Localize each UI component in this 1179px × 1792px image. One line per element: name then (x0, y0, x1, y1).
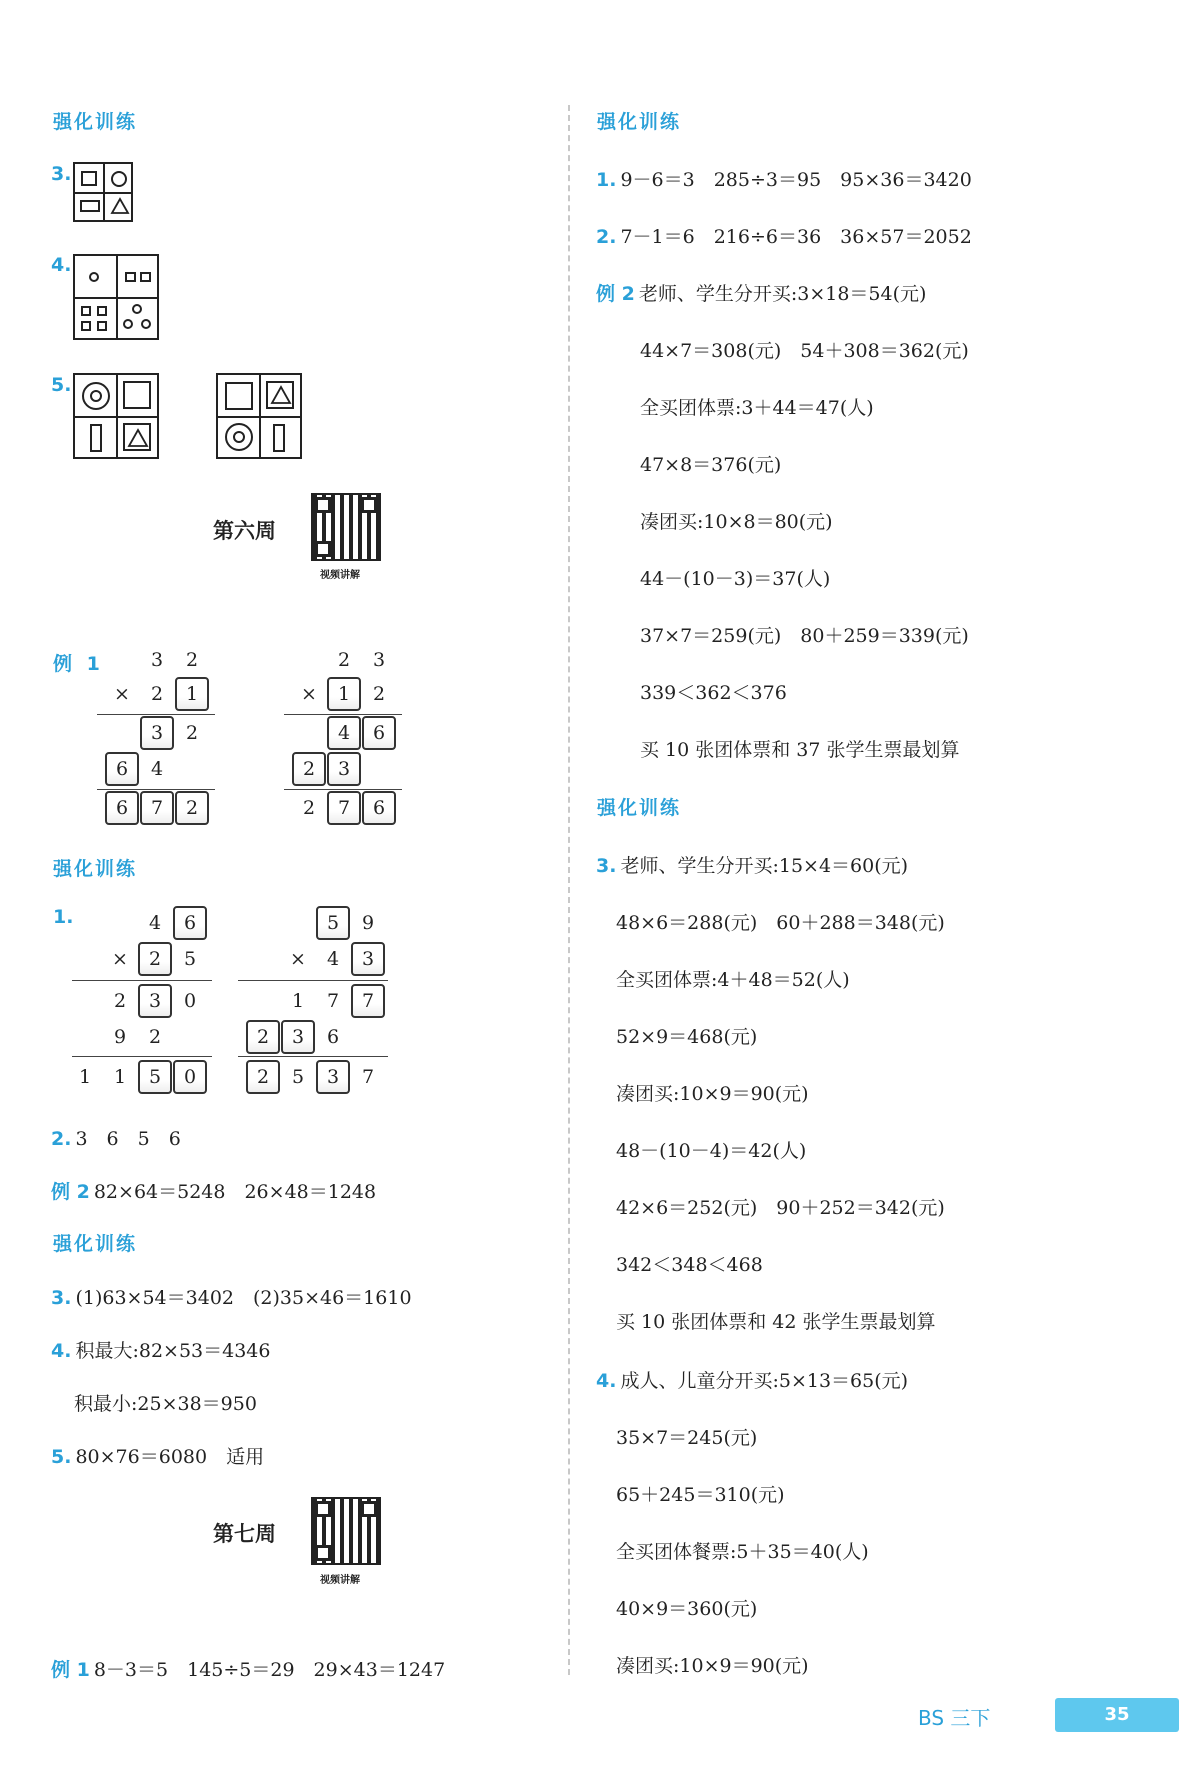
square-shape (125, 272, 136, 282)
answer-line: 3. (1)63×54＝3402 (2)35×46＝1610 (51, 1287, 412, 1309)
circle-shape (233, 431, 245, 443)
section-heading: 强化训练 (597, 797, 682, 819)
rectangle-shape (90, 424, 102, 452)
section-heading: 强化训练 (53, 1233, 138, 1255)
square-shape (123, 381, 151, 409)
column-divider (568, 105, 570, 1675)
square-shape (140, 272, 151, 282)
circle-shape (132, 304, 142, 314)
answer-line: 5. 80×76＝6080 适用 (51, 1446, 265, 1468)
shape-grid-q3 (73, 162, 133, 222)
answer-line: 积最小:25×38＝950 (74, 1393, 257, 1415)
circle-shape (90, 390, 102, 402)
square-shape (81, 306, 91, 316)
answer-line: 3. 老师、学生分开买:15×4＝60(元) (596, 855, 909, 877)
circle-shape (111, 171, 127, 187)
rectangle-shape (80, 200, 100, 212)
circle-shape (123, 319, 133, 329)
vertical-multiplication-c: 4 6 × 2 5 2 3 0 9 2 1 1 5 0 (68, 906, 218, 1096)
question-number: 3. (51, 163, 72, 185)
qr-code-icon[interactable] (311, 1497, 381, 1565)
question-3-steps: 48×6＝288(元) 60＋288＝348(元) 全买团体票:4＋48＝52(人) 52×9＝468(元) 凑团买:10×9＝90(元) 48－(10－4)＝42(人) 42×6＝252(元) 90＋252＝342(元) 342＜348＜468 买 10 张团体票和 42 张学生票最划算 (616, 912, 945, 1333)
shape-grid-q5-a (73, 373, 159, 459)
vertical-multiplication-a: 3 2 × 2 1 3 2 6 4 6 7 2 (95, 643, 225, 828)
square-shape (97, 321, 107, 331)
answer-line: 2. 7－1＝6 216÷6＝36 36×57＝2052 (596, 226, 972, 248)
triangle-shape (270, 385, 292, 405)
qr-caption: 视频讲解 (320, 1575, 360, 1586)
section-heading: 强化训练 (53, 858, 138, 880)
question-number: 1. (53, 906, 74, 928)
example-label: 例 1 (53, 653, 104, 675)
square-shape (81, 171, 97, 186)
square-shape (225, 382, 253, 410)
answer-line: 例 2 老师、学生分开买:3×18＝54(元) (596, 283, 927, 305)
shape-grid-q4 (73, 254, 159, 340)
vertical-multiplication-d: 5 9 × 4 3 1 7 7 2 3 6 2 5 3 7 (238, 906, 388, 1096)
triangle-shape (110, 197, 130, 215)
circle-shape (89, 272, 99, 282)
rectangle-shape (273, 424, 285, 452)
circle-shape (141, 319, 151, 329)
page-number: 35 (1055, 1698, 1179, 1732)
question-4-steps: 35×7＝245(元) 65＋245＝310(元) 全买团体餐票:5＋35＝40(人) 40×9＝360(元) 凑团买:10×9＝90(元) (616, 1427, 869, 1677)
answer-line: 例 1 8－3＝5 145÷5＝29 29×43＝1247 (51, 1659, 446, 1681)
answer-line: 例 2 82×64＝5248 26×48＝1248 (51, 1181, 377, 1203)
answer-line: 1. 9－6＝3 285÷3＝95 95×36＝3420 (596, 169, 972, 191)
section-heading: 强化训练 (597, 111, 682, 133)
example-2-steps: 44×7＝308(元) 54＋308＝362(元) 全买团体票:3＋44＝47(人) 47×8＝376(元) 凑团买:10×8＝80(元) 44－(10－3)＝37(人) 37×7＝259(元) 80＋259＝339(元) 339＜362＜376 买 10 张团体票和 37 张学生票最划算 (640, 340, 969, 761)
section-heading: 强化训练 (53, 111, 138, 133)
triangle-shape (127, 428, 149, 448)
question-number: 4. (51, 254, 72, 276)
qr-code-icon[interactable] (311, 493, 381, 561)
shape-grid-q5-b (216, 373, 302, 459)
answer-line: 4. 成人、儿童分开买:5×13＝65(元) (596, 1370, 909, 1392)
vertical-multiplication-b: 2 3 × 1 2 4 6 2 3 2 7 6 (282, 643, 412, 828)
square-shape (97, 306, 107, 316)
week-title: 第七周 (213, 1522, 276, 1546)
answer-line: 2. 3 6 5 6 (51, 1128, 181, 1150)
question-number: 5. (51, 374, 72, 396)
answer-line: 4. 积最大:82×53＝4346 (51, 1340, 271, 1362)
edition-label: BS 三下 (918, 1706, 991, 1730)
qr-caption: 视频讲解 (320, 570, 360, 581)
week-title: 第六周 (213, 519, 276, 543)
square-shape (81, 321, 91, 331)
